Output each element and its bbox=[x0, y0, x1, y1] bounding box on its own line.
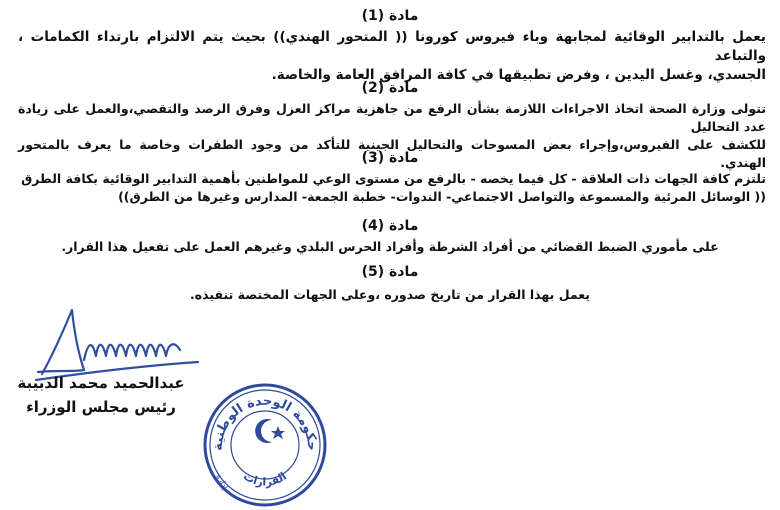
article-3-line-2: (( الوسائل المرئية والمسموعة والتواصل الاجتماعي- الندوات- خطبة الجمعة- المدارس وغيرها من الطرق)) bbox=[118, 189, 766, 204]
signatory-title: رئيس مجلس الوزراء bbox=[26, 398, 176, 416]
article-3-title: مادة (3) bbox=[361, 150, 419, 166]
stamp-text-small: إدارة bbox=[214, 472, 231, 491]
article-3-line-1: تلتزم كافة الجهات ذات العلاقة - كل فيما يخصه - بالرفع من مستوى الوعي للمواطنين بأهمية التدابير الوقائية بكافة الطرق bbox=[21, 171, 766, 186]
crescent-icon bbox=[255, 419, 272, 443]
article-4-title: مادة (4) bbox=[361, 218, 419, 234]
star-icon bbox=[271, 426, 285, 439]
stamp-text-top: حكومة الوحدة الوطنية bbox=[210, 393, 320, 452]
article-2-title: مادة (2) bbox=[361, 80, 419, 96]
stamp-text-bottom: القرارات bbox=[241, 469, 289, 489]
signatory-name: عبدالحميد محمد الدبيبة bbox=[17, 374, 185, 392]
article-2-line-1: تتولى وزارة الصحة اتخاذ الاجراءات اللازمة بشأن الرفع من جاهزية مراكز العزل وفرق الرصد والتقصي،والعمل على زيادة عدد التحاليل bbox=[18, 101, 766, 134]
article-3-body bbox=[18, 170, 766, 206]
article-2-line-2: للكشف على الفيروس،وإجراء بعض المسوحات والتحاليل الجينية للتأكد من وجود الطفرات وخاصة ما يعرف بالمتحور الهندي. bbox=[18, 137, 766, 170]
article-1-title: مادة (1) bbox=[361, 8, 419, 24]
article-5-title: مادة (5) bbox=[361, 264, 419, 280]
article-5-line-1: يعمل بهذا القرار من تاريخ صدوره ،وعلى الجهات المختصة تنفيذه. bbox=[190, 287, 590, 302]
article-1-line-2: الجسدي، وغسل اليدين ، وفرض تطبيقها في كافة المرافق العامة والخاصة. bbox=[271, 67, 766, 83]
svg-text:القرارات bbox=[241, 470, 289, 489]
article-1-body bbox=[18, 28, 766, 85]
article-1-line-1: يعمل بالتدابير الوقائية لمجابهة وباء فيروس كورونا (( المتحور الهندي)) بحيث يتم الالتزام بارتداء الكمامات ، والتباعد bbox=[18, 29, 766, 64]
official-stamp bbox=[200, 380, 330, 510]
article-4-line-1: على مأموري الضبط القضائي من أفراد الشرطة وأفراد الحرس البلدي وغيرهم العمل على تفعيل هذا القرار. bbox=[61, 239, 719, 254]
